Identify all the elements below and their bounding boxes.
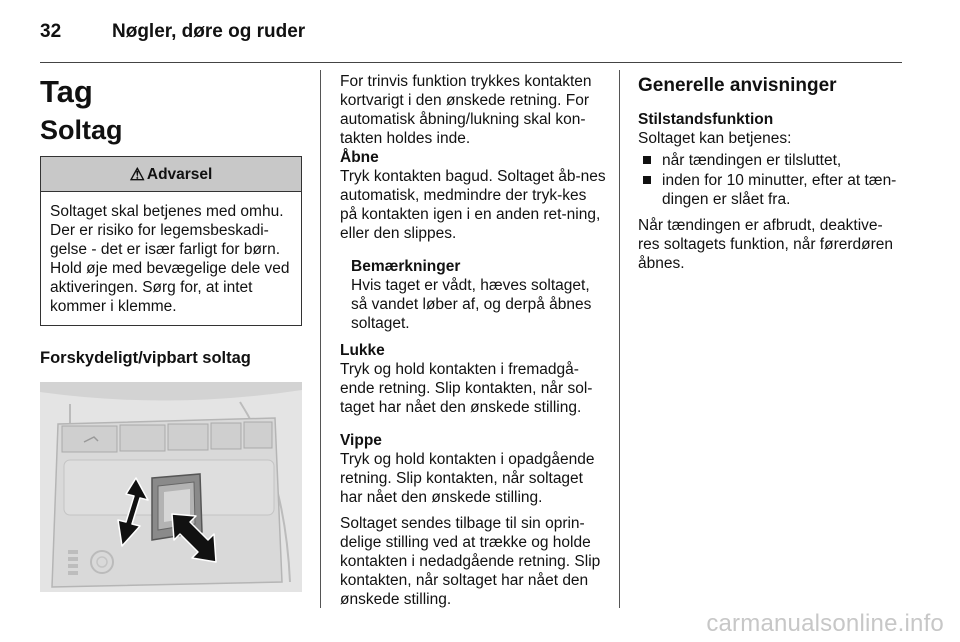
note-block: [340, 257, 606, 333]
note-heading: Bemærkninger: [351, 258, 461, 275]
tilt-section: [340, 431, 606, 609]
list-item: når tændingen er tilsluttet,: [638, 151, 904, 170]
open-text: Tryk kontakten bagud. Soltaget åb-nes automatisk, medmindre der tryk-kes på kontakten igen i en anden ret-ning, eller den slippes.: [340, 168, 606, 242]
open-section: [340, 148, 606, 243]
sunroof-switch-illustration: [40, 382, 302, 592]
list-item: inden for 10 minutter, efter at tæn-dingen er slået fra.: [638, 171, 904, 209]
warning-paragraph: Hold øje med bevægelige dele ved aktiveringen. Sørg for, at intet kommer i klemme.: [50, 260, 290, 315]
chapter-title: Nøgler, døre og ruder: [112, 21, 306, 42]
condition-list: [638, 151, 904, 209]
warning-triangle-icon: ⚠: [129, 164, 145, 184]
standstill-intro: Soltaget kan betjenes:: [638, 130, 792, 147]
warning-body: [41, 192, 301, 325]
column-divider-1: [320, 70, 321, 608]
standstill-heading: Stilstandsfunktion: [638, 111, 774, 128]
bullet-square-icon: [643, 176, 651, 184]
tilt-return-text: Soltaget sendes tilbage til sin oprin-delige stilling ved at trække og holde kontakten i nedadgående retning. Slip kontakten, når soltaget har nået den ønskede stilling.: [340, 515, 601, 608]
warning-label: Advarsel: [146, 165, 213, 183]
column-right: [638, 72, 904, 273]
section-subtitle: Soltag: [40, 115, 123, 145]
bullet-square-icon: [643, 156, 651, 164]
header-rule: [40, 62, 902, 63]
section-heading: Forskydeligt/vipbart soltag: [40, 349, 251, 367]
intro-paragraph: For trinvis funktion trykkes kontakten kortvarigt i den ønskede retning. For automatisk åbning/lukning skal kon-takten holdes inde.: [340, 73, 592, 147]
close-heading: Lukke: [340, 342, 385, 359]
watermark: carmanualsonline.info: [706, 610, 944, 637]
tilt-text: Tryk og hold kontakten i opadgående retning. Slip kontakten, når soltaget har nået den ønskede stilling.: [340, 451, 595, 506]
warning-paragraph: Soltaget skal betjenes med omhu. Der er risiko for legemsbeskadi-gelse - det er især farligt for børn.: [50, 203, 284, 258]
general-heading: Generelle anvisninger: [638, 75, 837, 96]
closing-paragraph: Når tændingen er afbrudt, deaktive-res soltagets funktion, når førerdøren åbnes.: [638, 217, 894, 272]
column-divider-2: [619, 70, 620, 608]
warning-header: [41, 157, 301, 192]
section-title: Tag: [40, 74, 93, 109]
close-text: Tryk og hold kontakten i fremadgå-ende retning. Slip kontakten, når sol-taget har nået den ønskede stilling.: [340, 361, 593, 416]
page-number: 32: [40, 21, 62, 42]
page-header: [40, 18, 305, 46]
open-heading: Åbne: [340, 149, 379, 166]
tilt-heading: Vippe: [340, 432, 382, 449]
column-left: [40, 72, 302, 592]
close-section: [340, 341, 606, 417]
warning-box: [40, 156, 302, 326]
column-middle: [340, 72, 606, 609]
note-text: Hvis taget er vådt, hæves soltaget, så vandet løber af, og derpå åbnes soltaget.: [351, 277, 592, 332]
